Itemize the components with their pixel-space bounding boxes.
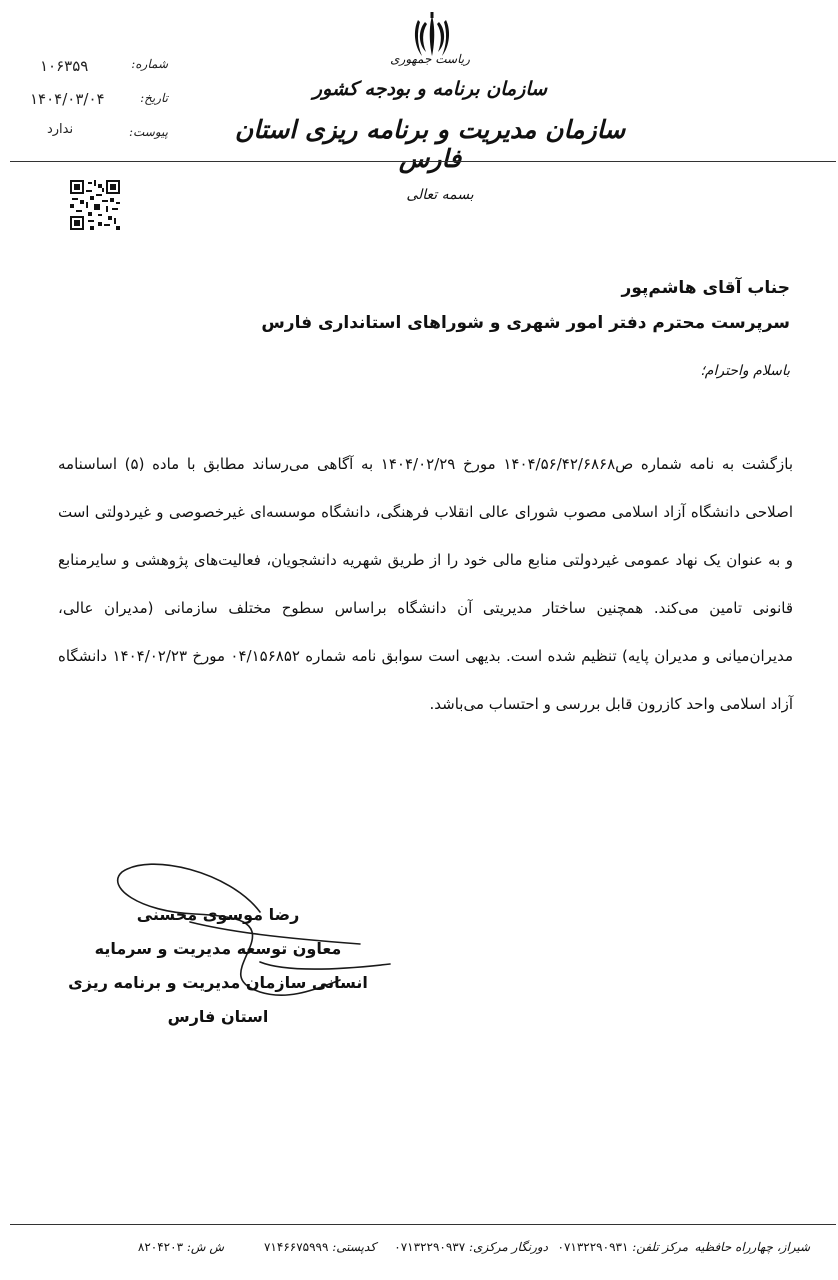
recipient-salutation: جناب آقای هاشم‌پور <box>621 278 790 298</box>
signatory-title-line3: استان فارس <box>167 1007 269 1026</box>
presidency-text: ریاست جمهوری <box>390 52 470 66</box>
footer-postal-label: کدپستی: <box>332 1240 376 1254</box>
footer-fax <box>394 1240 548 1254</box>
footer-postal <box>264 1240 376 1254</box>
signatory-title-line1: معاون توسعه مدیریت و سرمایه <box>94 939 342 958</box>
letter-body: بازگشت به نامه شماره ص۱۴۰۴/۵۶/۴۲/۶۸۶۸ مورخ ۱۴۰۴/۰۲/۲۹ به آگاهی می‌رساند مطابق با ماده (۵) اساسنامه اصلاحی دانشگاه آزاد اسلامی مصوب شورای عالی انقلاب فرهنگی، دانشگاه موسسه‌ای غیرخصوصی و غیردولتی است و به عنوان یک نهاد عمومی غیردولتی منابع مالی خود را از طریق شهریه دانشجویان، فعالیت‌های پژوهشی و سایرمنابع قانونی تامین می‌کند. همچنین ساختار مدیریتی آن دانشگاه براساس سطوح مختلف سازمانی (مدیران عالی، مدیران‌میانی و مدیران پایه) تنظیم شده است. بدیهی است سوابق نامه شماره ۰۴/۱۵۶۸۵۲ مورخ ۱۴۰۴/۰۲/۲۳ دانشگاه آزاد اسلامی واحد کازرون قابل بررسی و احتساب می‌باشد. <box>58 455 794 713</box>
signature-block <box>68 898 368 1034</box>
recipient-title: سرپرست محترم دفتر امور شهری و شوراهای استانداری فارس <box>261 313 790 333</box>
signatory-title-line2: انسانی سازمان مدیریت و برنامه ریزی <box>68 973 368 992</box>
attachment-value: ندارد <box>46 122 74 137</box>
footer-id-label: ش ش: <box>186 1240 224 1254</box>
date-label: تاریخ: <box>140 91 168 105</box>
org-national-title: سازمان برنامه و بودجه کشور <box>312 78 548 100</box>
signatory-name: رضا موسوی محسنی <box>136 905 300 924</box>
footer-id-value: ۸۲۰۴۲۰۳ <box>137 1240 184 1254</box>
footer-phone-label: مرکز تلفن: <box>632 1240 688 1254</box>
footer-postal-value: ۷۱۴۶۶۷۵۹۹۹ <box>263 1240 329 1254</box>
qr-code-icon <box>70 180 120 230</box>
footer-divider <box>10 1224 836 1225</box>
footer-phone-value: ۰۷۱۳۲۲۹۰۹۳۱ <box>557 1240 629 1254</box>
org-provincial-title: سازمان مدیریت و برنامه ریزی استان فارس <box>234 115 626 173</box>
footer-address-text: شیراز، چهارراه حافظیه <box>694 1240 810 1254</box>
footer-id <box>138 1240 224 1254</box>
attachment-label: پیوست: <box>128 125 168 139</box>
greeting: باسلام واحترام؛ <box>700 363 790 379</box>
header-divider <box>10 161 836 162</box>
footer-address <box>695 1240 810 1254</box>
basmala: بسمه تعالی <box>406 187 474 203</box>
footer-phone <box>558 1240 689 1254</box>
number-label: شماره: <box>131 57 168 71</box>
number-value: ۱۰۶۳۵۹ <box>40 57 89 75</box>
footer-fax-value: ۰۷۱۳۲۲۹۰۹۳۷ <box>394 1240 466 1254</box>
date-value: ۱۴۰۴/۰۳/۰۴ <box>30 90 105 108</box>
footer-fax-label: دورنگار مرکزی: <box>469 1240 548 1254</box>
